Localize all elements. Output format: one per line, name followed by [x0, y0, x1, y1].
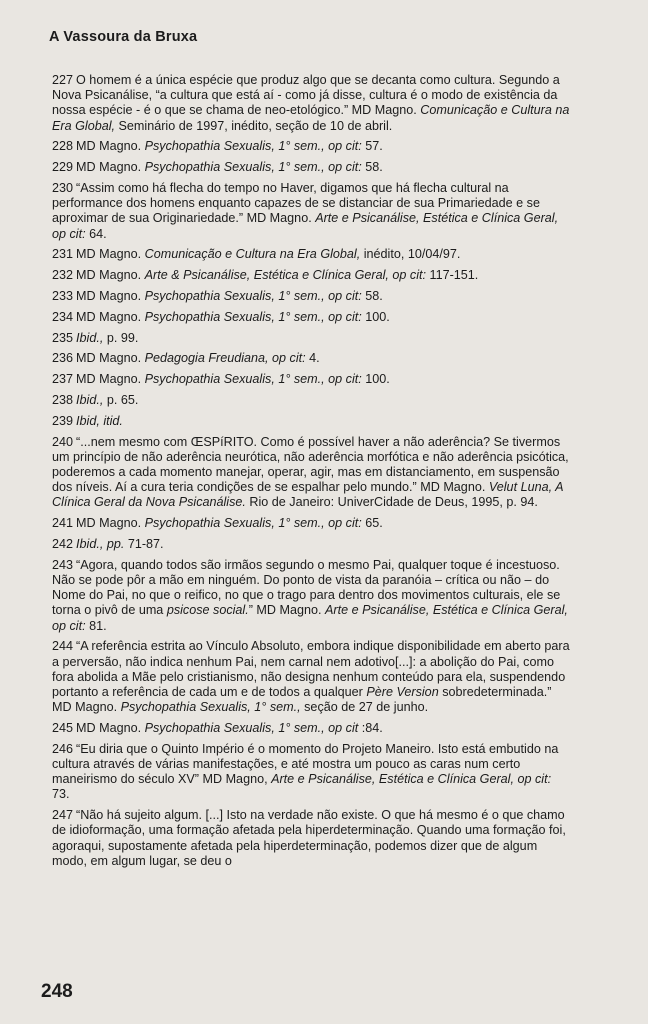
endnote-text: sobredeterminada.” MD Magno.: [52, 685, 552, 715]
endnote-text: MD Magno.: [76, 721, 145, 735]
endnote-text: MD Magno.: [76, 309, 145, 324]
endnote-text: MD Magno.: [76, 139, 145, 154]
endnote-citation-italic: Comunicação e Cultura na Era Global,: [52, 103, 570, 133]
page-number: 248: [41, 981, 73, 1002]
endnote-number: 227: [52, 73, 74, 87]
endnote-233: [52, 289, 570, 304]
endnote-text: MD Magno.: [76, 289, 145, 303]
endnote-text: p. 65.: [103, 392, 139, 407]
endnote-number: 245: [52, 721, 74, 735]
endnote-234: [52, 310, 570, 325]
endnote-245: [52, 721, 570, 736]
endnote-number: 244: [52, 639, 74, 654]
endnote-citation-italic: Psychopathia Sexualis, 1° sem.,: [120, 700, 301, 715]
endnote-text: Rio de Janeiro: UniverCidade de Deus, 1995, p. 94.: [245, 495, 538, 510]
endnote-citation-italic: Velut Luna, A Clínica Geral da Nova Psicanálise.: [52, 480, 564, 510]
endnote-text: “Não há sujeito algum. [...] Isto na verdade não existe. O que há mesmo é o que chamo de idioformação, uma formação afetada pela hiperdeterminação. Quando uma formação foi, agoraqui, supostamente afetada pela hiperdeterminação, podemos dizer que de algum modo, em algum lugar, se deu o: [52, 808, 566, 868]
endnote-number: 242: [52, 536, 74, 551]
endnote-text: “Eu diria que o Quinto Império é o momento do Projeto Maneiro. Isto está embutido na cultura através de várias manifestações, e até mostra um pouco as caras num certo maneirismo do século XV” MD Magno,: [52, 741, 559, 787]
endnote-number: 237: [52, 372, 74, 387]
endnote-text: 100.: [361, 309, 390, 324]
endnote-232: [52, 268, 570, 283]
endnote-236: [52, 351, 570, 366]
endnote-243: [52, 558, 570, 634]
endnotes-list: [52, 73, 570, 875]
endnote-238: [52, 393, 570, 408]
endnote-text: 100.: [361, 372, 390, 387]
endnote-text: “Assim como há flecha do tempo no Haver, digamos que há flecha cultural na performance dos homens enquanto capazes de se distanciar de sua Primariedade e se aproximar de sua Originariedade.” MD Magno.: [52, 181, 540, 226]
endnote-text: O homem é a única espécie que produz algo que se decanta como cultura. Segundo a Nova Psicanálise, “a cultura que está aí - como já disse, cultura é o modo de existência da nossa espécie - é o que se chama de neo-etológico.” MD Magno.: [52, 73, 560, 118]
endnote-text: MD Magno.: [76, 160, 145, 175]
endnote-text: “Agora, quando todos são irmãos segundo o mesmo Pai, qualquer toque é incestuoso. Não se pode pôr a mão em ninguém. Do ponto de vista da paranóia – crítica ou não – do Nome do Pai, no que o reifico, no que o trago para dentro dos movimentos culturais, ele se torna o pivô de uma: [52, 557, 561, 618]
endnote-text: MD Magno.: [76, 516, 145, 531]
endnote-240: [52, 435, 570, 511]
endnote-citation-italic: Psychopathia Sexualis, 1° sem., op cit: [144, 721, 359, 735]
endnote-number: 246: [52, 741, 74, 756]
endnote-text: 4.: [305, 351, 320, 366]
endnote-number: 233: [52, 289, 74, 303]
running-title: A Vassoura da Bruxa: [49, 29, 198, 45]
endnote-text: 81.: [85, 618, 107, 633]
endnote-text: MD Magno.: [76, 247, 145, 262]
endnote-text: p. 99.: [103, 330, 139, 345]
endnote-text: 71-87.: [124, 536, 164, 551]
endnote-number: 243: [52, 557, 74, 572]
endnote-text: :84.: [358, 721, 383, 735]
endnote-text: 64.: [85, 226, 107, 241]
endnote-citation-italic: Arte e Psicanálise, Estética e Clínica Geral, op cit:: [52, 603, 568, 633]
endnote-number: 231: [52, 247, 74, 262]
endnote-text: inédito, 10/04/97.: [360, 247, 461, 262]
endnote-citation-italic: psicose social.: [166, 603, 249, 618]
endnote-text: 58.: [361, 160, 383, 175]
endnote-number: 235: [52, 330, 74, 345]
endnote-number: 228: [52, 139, 74, 154]
endnote-235: [52, 331, 570, 346]
endnote-citation-italic: Psychopathia Sexualis, 1° sem., op cit:: [144, 516, 362, 531]
endnote-citation-italic: Arte & Psicanálise, Estética e Clínica Geral, op cit:: [144, 268, 426, 283]
endnote-citation-italic: Psychopathia Sexualis, 1° sem., op cit:: [144, 139, 362, 154]
endnote-number: 241: [52, 516, 74, 531]
endnote-citation-italic: Arte e Psicanálise, Estética e Clínica Geral, op cit:: [271, 772, 552, 787]
endnote-text: 117-151.: [426, 268, 479, 283]
endnote-citation-italic: Psychopathia Sexualis, 1° sem., op cit:: [144, 160, 362, 175]
endnote-text: “A referência estrita ao Vínculo Absoluto, embora indique disponibilidade em aberto para a perversão, não indica nenhum Pai, nem carnal nem adotivo[...]: a abolição do Pai, como fora abolida a Mãe pelo cristianismo, não designa nenhum conteúdo para ela, suspendendo portanto a referência de cada um e de todos a qualquer: [52, 639, 570, 699]
endnote-number: 232: [52, 268, 74, 283]
endnote-citation-italic: Psychopathia Sexualis, 1° sem., op cit:: [144, 309, 362, 324]
endnote-text: 57.: [361, 139, 383, 154]
endnote-number: 239: [52, 413, 74, 428]
endnote-text: MD Magno.: [76, 372, 145, 387]
endnote-239: [52, 414, 570, 429]
endnote-citation-italic: Psychopathia Sexualis, 1° sem., op cit:: [144, 289, 362, 303]
endnote-text: ” MD Magno.: [248, 603, 326, 618]
endnote-citation-italic: Ibid.,: [76, 392, 104, 407]
endnote-231: [52, 247, 570, 262]
endnote-number: 247: [52, 808, 74, 823]
endnote-text: “...nem mesmo com ŒSPíRITO. Como é possível haver a não aderência? Se tivermos um princípio de não aderência neurótica, não aderência morfótica e não aderência psicótica, poderemos a cada momento manejar, operar, agir, mas em distanciamento, em suspensão dos níveis. Aí a cura teria condições de se espalhar pelo mundo.” MD Magno.: [52, 434, 569, 495]
endnote-citation-italic: Arte e Psicanálise, Estética e Clínica Geral, op cit:: [52, 211, 559, 241]
endnote-text: 65.: [361, 516, 383, 531]
endnote-number: 230: [52, 181, 74, 195]
endnote-citation-italic: Psychopathia Sexualis, 1° sem., op cit:: [144, 372, 362, 387]
endnote-number: 229: [52, 160, 74, 175]
endnote-244: [52, 639, 570, 715]
endnote-number: 240: [52, 434, 74, 449]
endnote-246: [52, 742, 570, 803]
endnote-citation-italic: Père Version: [366, 685, 439, 699]
endnote-number: 234: [52, 309, 74, 324]
endnote-230: [52, 181, 570, 242]
endnote-229: [52, 160, 570, 175]
endnote-citation-italic: Ibid., pp.: [76, 536, 125, 551]
endnote-text: MD Magno.: [76, 351, 145, 366]
endnote-242: [52, 537, 570, 552]
endnote-citation-italic: Pedagogia Freudiana, op cit:: [144, 351, 306, 366]
endnote-text: 58.: [361, 289, 383, 303]
endnote-text: seção de 27 de junho.: [300, 700, 429, 715]
endnote-citation-italic: Ibid, itid.: [76, 413, 123, 428]
endnote-number: 238: [52, 392, 74, 407]
endnote-227: [52, 73, 570, 134]
endnote-247: [52, 808, 570, 869]
endnote-237: [52, 372, 570, 387]
endnote-number: 236: [52, 351, 74, 366]
endnote-text: Seminário de 1997, inédito, seção de 10 de abril.: [115, 118, 393, 133]
endnote-citation-italic: Ibid.,: [76, 330, 104, 345]
endnote-citation-italic: Comunicação e Cultura na Era Global,: [144, 247, 361, 262]
endnote-text: 73.: [52, 787, 70, 802]
endnote-228: [52, 139, 570, 154]
endnote-241: [52, 516, 570, 531]
endnote-text: MD Magno.: [76, 268, 145, 283]
